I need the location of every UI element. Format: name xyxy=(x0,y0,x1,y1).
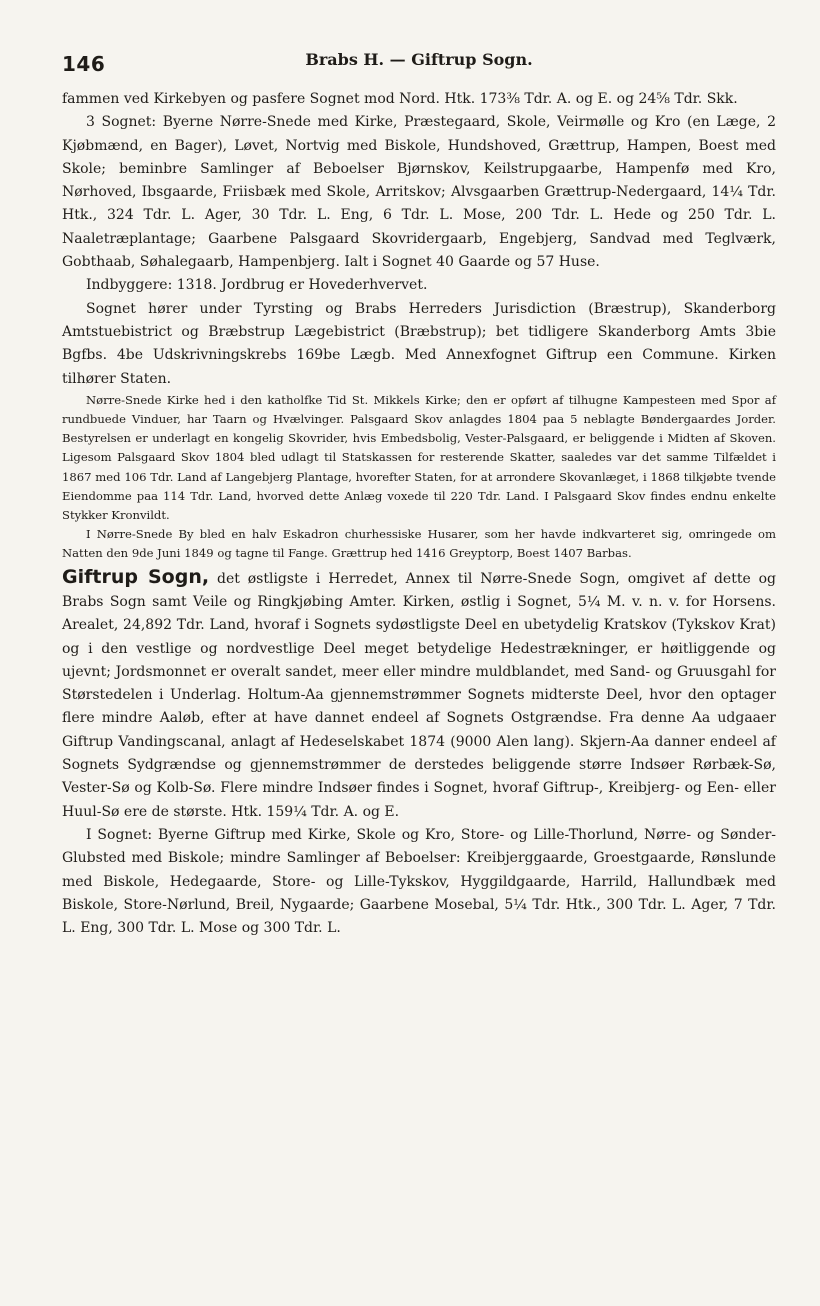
paragraph-giftrup xyxy=(62,566,776,824)
body-text xyxy=(62,88,776,940)
paragraph-giftrup-towns: I Sognet: Byerne Giftrup med Kirke, Skole og Kro, Store- og Lille-Thorlund, Nørre- og Sønder-Glubsted med Biskole; mindre Samlinger af Beboelser: Kreibjerggaarde, Groestgaarde, Rønslunde med Biskole, Hedegaarde, Store- og Lille-Tykskov, Hyggildgaarde, Harrild, Hallundbæk med Biskole, Store-Nørlund, Breil, Nygaarde; Gaarbene Mosebal, 5¼ Tdr. Htk., 300 Tdr. L. Ager, 7 Tdr. L. Eng, 300 Tdr. L. Mose og 300 Tdr. L. xyxy=(62,826,776,937)
section-body: det østligste i Herredet, Annex til Nørre-Snede Sogn, omgivet af dette og Brabs Sogn samt Veile og Ringkjøbing Amter. Kirken, østlig i Sognet, 5¼ M. v. n. v. for Horsens. Arealet, 24,892 Tdr. Land, hvoraf i Sognets sydøstligste Deel en ubetydelig Kratskov (Tykskov Krat) og i den vestlige og nordvestlige Deel meget betydelige Hedestrækninger, er høitliggende og ujevnt; Jordsmonnet er overalt sandet, meer eller mindre muldblandet, med Sand- og Gruusgahl for Størstedelen i Underlag. Holtum-Aa gjennemstrømmer Sognets midterste Deel, hvor den optager flere mindre Aaløb, efter at have dannet endeel af Sognets Ostgrændse. Fra denne Aa udgaaer Giftrup Vandingscanal, anlagt af Hedeselskabet 1874 (9000 Alen lang). Skjern-Aa danner endeel af Sognets Sydgrændse og gjennemstrømmer de derstedes beliggende større Indsøer Rørbæk-Sø, Vester-Sø og Kolb-Sø. Flere mindre Indsøer findes i Sognet, hvoraf Giftrup-, Kreibjerg- og Een- eller Huul-Sø ere de største. Htk. 159¼ Tdr. A. og E. xyxy=(62,570,777,820)
paragraph-jurisdiction: Sognet hører under Tyrsting og Brabs Herreders Jurisdiction (Bræstrup), Skanderborg Amtstuebistrict og Bræbstrup Lægebistrict (Bræbstrup); bet tidligere Skanderborg Amts 3bie Bgfbs. 4be Udskrivningskrebs 169be Lægb. Med Annexfognet Giftrup een Commune. Kirken tilhører Staten. xyxy=(62,300,776,387)
section-title: Giftrup Sogn, xyxy=(62,565,210,588)
page-number: 146 xyxy=(62,52,106,76)
page-header xyxy=(62,48,776,88)
paragraph-parish-towns: 3 Sognet: Byerne Nørre-Snede med Kirke, Præstegaard, Skole, Veirmølle og Kro (en Læge, 2 Kjøbmænd, en Bager), Løvet, Nortvig med Biskole, Hundshoved, Grættrup, Hampen, Boest med Skole; beminbre Samlinger af Beboelser Bjørnskov, Keilstrupgaarbe, Hampenfø med Kro, Nørhoved, Ibsgaarde, Friisbæk med Skole, Arritskov; Alvsgaarben Grættrup-Nedergaard, 14¼ Tdr. Htk., 324 Tdr. L. Ager, 30 Tdr. L. Eng, 6 Tdr. L. Mose, 200 Tdr. L. Hede og 250 Tdr. L. Naaletræplantage; Gaarbene Palsgaard Skovridergaarb, Engebjerg, Sandvad med Teglværk, Gobthaab, Søhalegaarb, Hampenbjerg. Ialt i Sognet 40 Gaarde og 57 Huse. xyxy=(62,114,776,271)
paragraph-population: Indbyggere: 1318. Jordbrug er Hovederhvervet. xyxy=(86,277,428,294)
small-note-history: I Nørre-Snede By bled en halv Eskadron churhessiske Husarer, som her havde indkvarteret sig, omringede om Natten den 9de Juni 1849 og tagne til Fange. Grættrup hed 1416 Greyptorp, Boest 1407 Barbas. xyxy=(62,527,776,561)
small-note-church: Nørre-Snede Kirke hed i den katholfke Tid St. Mikkels Kirke; den er opført af tilhugne Kampesteen med Spor af rundbuede Vinduer, har Taarn og Hvælvinger. Palsgaard Skov anlagdes 1804 paa 5 neblagte Bøndergaardes Jorder. Bestyrelsen er underlagt en kongelig Skovrider, hvis Embedsbolig, Vester-Palsgaard, er beliggende i Midten af Skoven. Ligesom Palsgaard Skov 1804 bled udlagt til Statskassen for resterende Skatter, saaledes var det samme Tilfældet i 1867 med 106 Tdr. Land af Langebjerg Plantage, hvorefter Staten, for at arrondere Skovanlæget, i 1868 tilkjøbte tvende Eiendomme paa 114 Tdr. Land, hvorved dette Anlæg voxede til 220 Tdr. Land. I Palsgaard Skov findes endnu enkelte Stykker Kronvildt. xyxy=(62,392,776,523)
running-title: Brabs H. — Giftrup Sogn. xyxy=(305,50,533,69)
paragraph-continuation: fammen ved Kirkebyen og pasfere Sognet mod Nord. Htk. 173⅜ Tdr. A. og E. og 24⅝ Tdr. Skk. xyxy=(62,91,738,107)
